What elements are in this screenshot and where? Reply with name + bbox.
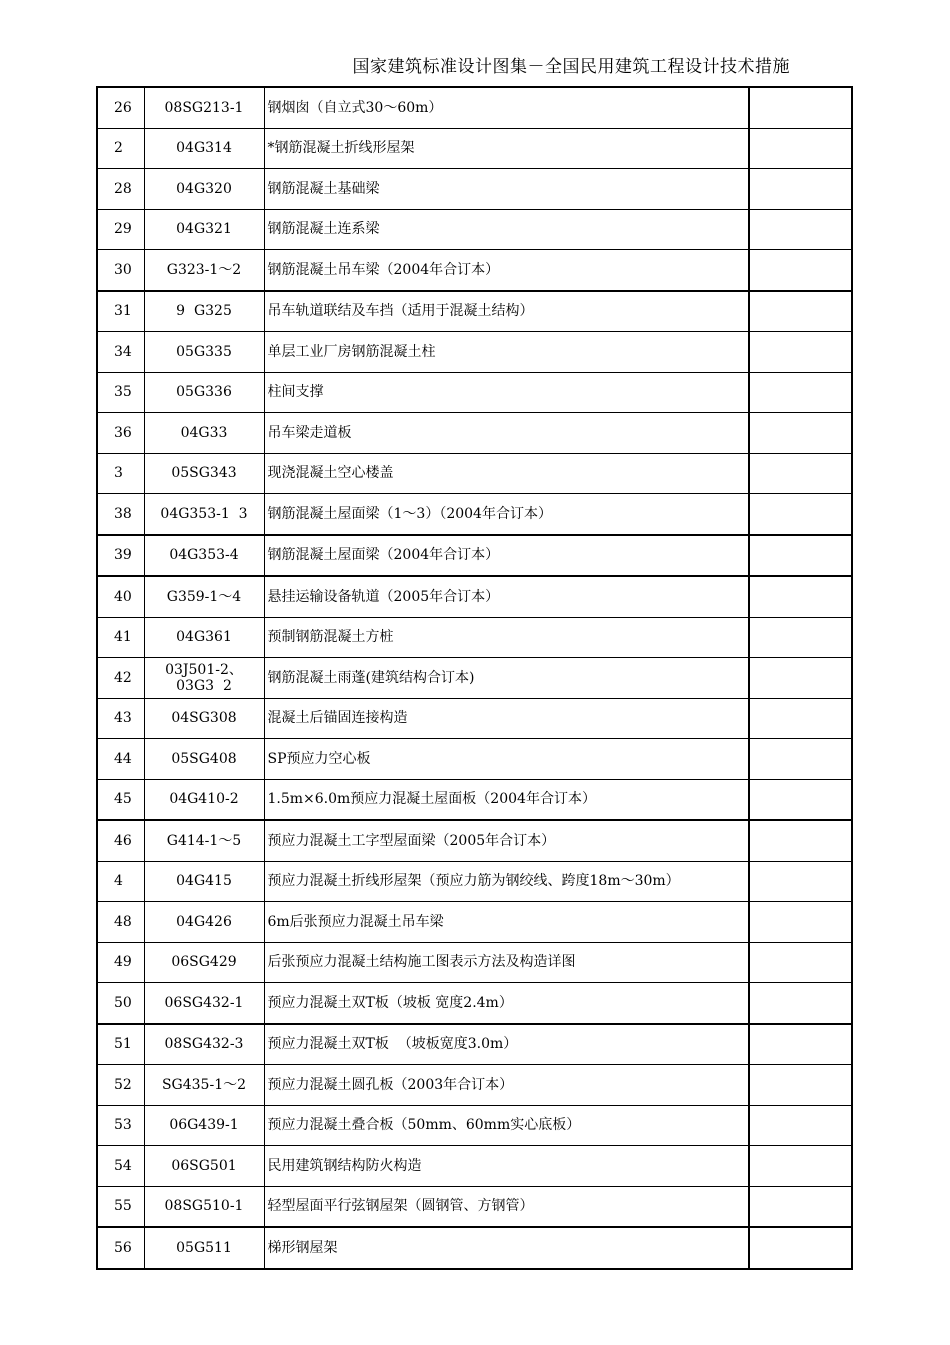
table-row — [97, 128, 852, 169]
cell-serial-number: 31 — [97, 291, 144, 332]
cell-atlas-name: 钢烟囱（自立式30～60m） — [264, 87, 749, 128]
cell-atlas-name: 预应力混凝土叠合板（50mm、60mm实心底板） — [264, 1105, 749, 1146]
document-header — [96, 54, 844, 80]
cell-atlas-name: 预应力混凝土折线形屋架（预应力筋为钢绞线、跨度18m～30m） — [264, 861, 749, 902]
cell-remark — [749, 372, 852, 413]
atlas-table-body — [97, 87, 852, 1269]
cell-atlas-code: 04G353-4 — [144, 535, 264, 577]
cell-atlas-code: 06SG501 — [144, 1146, 264, 1187]
cell-serial-number: 52 — [97, 1065, 144, 1106]
table-row — [97, 453, 852, 494]
cell-serial-number: 34 — [97, 332, 144, 373]
cell-atlas-code: 04G320 — [144, 169, 264, 210]
cell-atlas-code: 9 G325 — [144, 291, 264, 332]
cell-serial-number: 26 — [97, 87, 144, 128]
cell-atlas-code: 04G314 — [144, 128, 264, 169]
cell-serial-number: 35 — [97, 372, 144, 413]
cell-atlas-name: *钢筋混凝土折线形屋架 — [264, 128, 749, 169]
cell-atlas-code: 06SG432-1 — [144, 983, 264, 1024]
cell-remark — [749, 1024, 852, 1065]
cell-atlas-name: 预应力混凝土工字型屋面梁（2005年合订本） — [264, 820, 749, 861]
cell-serial-number: 49 — [97, 942, 144, 983]
cell-atlas-name: 民用建筑钢结构防火构造 — [264, 1146, 749, 1187]
cell-remark — [749, 250, 852, 291]
cell-atlas-name: 悬挂运输设备轨道（2005年合订本） — [264, 576, 749, 617]
cell-remark — [749, 739, 852, 780]
cell-atlas-code: 04G353-1 3 — [144, 494, 264, 535]
cell-atlas-code: 05SG343 — [144, 453, 264, 494]
cell-atlas-code: 04SG308 — [144, 698, 264, 739]
cell-remark — [749, 494, 852, 535]
cell-atlas-code: 05G335 — [144, 332, 264, 373]
cell-atlas-code: G414-1～5 — [144, 820, 264, 861]
table-row — [97, 1146, 852, 1187]
cell-serial-number: 2 — [97, 128, 144, 169]
cell-atlas-name: 柱间支撑 — [264, 372, 749, 413]
cell-atlas-code: G359-1～4 — [144, 576, 264, 617]
cell-atlas-name: 预应力混凝土圆孔板（2003年合订本） — [264, 1065, 749, 1106]
cell-remark — [749, 1065, 852, 1106]
cell-remark — [749, 698, 852, 739]
cell-atlas-name: 钢筋混凝土吊车梁（2004年合订本） — [264, 250, 749, 291]
table-row — [97, 209, 852, 250]
table-row — [97, 332, 852, 373]
cell-serial-number: 54 — [97, 1146, 144, 1187]
cell-serial-number: 48 — [97, 902, 144, 943]
cell-atlas-code: 04G426 — [144, 902, 264, 943]
table-row — [97, 658, 852, 699]
table-row — [97, 698, 852, 739]
table-row — [97, 942, 852, 983]
cell-atlas-code: 05G336 — [144, 372, 264, 413]
table-row — [97, 1186, 852, 1227]
table-row — [97, 169, 852, 210]
cell-remark — [749, 1105, 852, 1146]
cell-atlas-code: 08SG213-1 — [144, 87, 264, 128]
cell-atlas-name: 混凝土后锚固连接构造 — [264, 698, 749, 739]
cell-atlas-name: 1.5m×6.0m预应力混凝土屋面板（2004年合订本） — [264, 779, 749, 820]
cell-serial-number: 40 — [97, 576, 144, 617]
cell-serial-number: 43 — [97, 698, 144, 739]
cell-atlas-name: 预应力混凝土双T板 （坡板宽度3.0m） — [264, 1024, 749, 1065]
cell-remark — [749, 576, 852, 617]
cell-atlas-name: 单层工业厂房钢筋混凝土柱 — [264, 332, 749, 373]
table-row — [97, 1105, 852, 1146]
cell-atlas-name: 预制钢筋混凝土方桩 — [264, 617, 749, 658]
cell-serial-number: 44 — [97, 739, 144, 780]
table-row — [97, 413, 852, 454]
cell-atlas-code: 04G410-2 — [144, 779, 264, 820]
cell-atlas-code: 04G361 — [144, 617, 264, 658]
table-row — [97, 372, 852, 413]
cell-remark — [749, 942, 852, 983]
header-title: 国家建筑标准设计图集－全国民用建筑工程设计技术措施 — [352, 57, 790, 77]
cell-remark — [749, 535, 852, 577]
cell-serial-number: 56 — [97, 1227, 144, 1269]
cell-atlas-code: 04G415 — [144, 861, 264, 902]
cell-atlas-name: 6m后张预应力混凝土吊车梁 — [264, 902, 749, 943]
cell-remark — [749, 169, 852, 210]
cell-remark — [749, 861, 852, 902]
cell-serial-number: 36 — [97, 413, 144, 454]
cell-serial-number: 30 — [97, 250, 144, 291]
cell-atlas-code: 03J501-2、 03G3 2 — [144, 658, 264, 699]
cell-serial-number: 28 — [97, 169, 144, 210]
cell-atlas-name: 钢筋混凝土雨蓬(建筑结构合订本) — [264, 658, 749, 699]
cell-atlas-name: 钢筋混凝土屋面梁（2004年合订本） — [264, 535, 749, 577]
cell-remark — [749, 209, 852, 250]
table-row — [97, 291, 852, 332]
cell-atlas-code: 06SG429 — [144, 942, 264, 983]
cell-serial-number: 4 — [97, 861, 144, 902]
cell-atlas-code: SG435-1～2 — [144, 1065, 264, 1106]
table-row — [97, 779, 852, 820]
table-row — [97, 617, 852, 658]
cell-remark — [749, 332, 852, 373]
cell-atlas-code: G323-1～2 — [144, 250, 264, 291]
cell-serial-number: 51 — [97, 1024, 144, 1065]
cell-serial-number: 3 — [97, 453, 144, 494]
table-row — [97, 1024, 852, 1065]
cell-atlas-code: 08SG510-1 — [144, 1186, 264, 1227]
cell-serial-number: 45 — [97, 779, 144, 820]
cell-remark — [749, 128, 852, 169]
cell-serial-number: 53 — [97, 1105, 144, 1146]
cell-remark — [749, 983, 852, 1024]
cell-remark — [749, 820, 852, 861]
table-row — [97, 250, 852, 291]
cell-atlas-name: 轻型屋面平行弦钢屋架（圆钢管、方钢管） — [264, 1186, 749, 1227]
cell-atlas-name: 后张预应力混凝土结构施工图表示方法及构造详图 — [264, 942, 749, 983]
cell-atlas-code: 05G511 — [144, 1227, 264, 1269]
cell-atlas-code: 04G33 — [144, 413, 264, 454]
cell-serial-number: 50 — [97, 983, 144, 1024]
cell-remark — [749, 413, 852, 454]
cell-serial-number: 41 — [97, 617, 144, 658]
table-row — [97, 1227, 852, 1269]
table-row — [97, 87, 852, 128]
cell-atlas-code: 08SG432-3 — [144, 1024, 264, 1065]
cell-atlas-code: 05SG408 — [144, 739, 264, 780]
table-row — [97, 902, 852, 943]
cell-atlas-code: 06G439-1 — [144, 1105, 264, 1146]
cell-serial-number: 29 — [97, 209, 144, 250]
table-row — [97, 820, 852, 861]
cell-remark — [749, 1227, 852, 1269]
cell-remark — [749, 779, 852, 820]
table-row — [97, 535, 852, 577]
cell-remark — [749, 1146, 852, 1187]
table-row — [97, 494, 852, 535]
cell-remark — [749, 658, 852, 699]
cell-serial-number: 42 — [97, 658, 144, 699]
cell-serial-number: 38 — [97, 494, 144, 535]
cell-atlas-name: 钢筋混凝土基础梁 — [264, 169, 749, 210]
cell-atlas-name: 梯形钢屋架 — [264, 1227, 749, 1269]
cell-serial-number: 55 — [97, 1186, 144, 1227]
cell-atlas-name: 预应力混凝土双T板（坡板 宽度2.4m） — [264, 983, 749, 1024]
cell-remark — [749, 87, 852, 128]
cell-remark — [749, 617, 852, 658]
table-row — [97, 576, 852, 617]
cell-atlas-name: 钢筋混凝土屋面梁（1～3）（2004年合订本） — [264, 494, 749, 535]
table-row — [97, 739, 852, 780]
cell-atlas-name: 钢筋混凝土连系梁 — [264, 209, 749, 250]
table-row — [97, 861, 852, 902]
cell-remark — [749, 902, 852, 943]
cell-remark — [749, 291, 852, 332]
atlas-table — [96, 86, 853, 1270]
cell-remark — [749, 1186, 852, 1227]
table-row — [97, 983, 852, 1024]
cell-serial-number: 39 — [97, 535, 144, 577]
table-row — [97, 1065, 852, 1106]
cell-atlas-code: 04G321 — [144, 209, 264, 250]
cell-remark — [749, 453, 852, 494]
cell-atlas-name: 吊车梁走道板 — [264, 413, 749, 454]
cell-atlas-name: 现浇混凝土空心楼盖 — [264, 453, 749, 494]
cell-atlas-name: SP预应力空心板 — [264, 739, 749, 780]
cell-serial-number: 46 — [97, 820, 144, 861]
cell-atlas-name: 吊车轨道联结及车挡（适用于混凝土结构） — [264, 291, 749, 332]
